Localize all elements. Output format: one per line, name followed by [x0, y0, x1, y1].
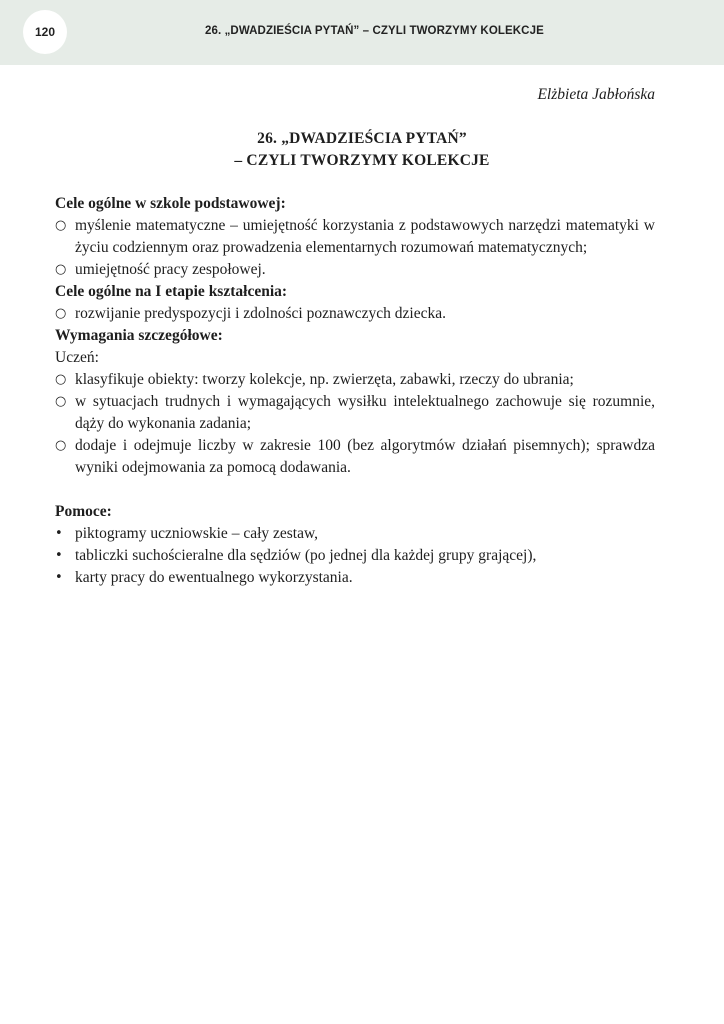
- list-item-text: myślenie matematyczne – umiejętność korzystania z podstawowych narzędzi matematyki w życiu codziennym oraz prowadzenia elementarnych rozumowań matematycznych;: [75, 217, 655, 256]
- page-number-badge: [23, 10, 67, 54]
- list-item-text: rozwijanie predyspozycji i zdolności poznawczych dziecka.: [75, 305, 446, 322]
- page-title: [0, 128, 724, 172]
- list-item: [55, 523, 655, 545]
- circle-bullet-icon: ○: [55, 262, 67, 277]
- list-item: [55, 369, 655, 391]
- circle-bullet-icon: ○: [55, 372, 67, 387]
- aids-heading: Pomoce:: [55, 503, 112, 520]
- aids-list: [55, 523, 655, 589]
- list-item-text: tabliczki suchościeralne dla sędziów (po jednej dla każdej grupy grającej),: [75, 547, 537, 564]
- list-item-text: karty pracy do ewentualnego wykorzystania.: [75, 569, 353, 586]
- list-item-text: klasyfikuje obiekty: tworzy kolekcje, np. zwierzęta, zabawki, rzeczy do ubrania;: [75, 371, 574, 388]
- requirements-heading: Wymagania szczegółowe:: [55, 327, 223, 344]
- dot-bullet-icon: •: [55, 548, 63, 563]
- list-item-text: umiejętność pracy zespołowej.: [75, 261, 266, 278]
- circle-bullet-icon: ○: [55, 218, 67, 233]
- circle-bullet-icon: ○: [55, 438, 67, 453]
- list-item: [55, 391, 655, 435]
- general-goals-heading: Cele ogólne w szkole podstawowej:: [55, 195, 286, 212]
- circle-bullet-icon: ○: [55, 394, 67, 409]
- list-item-text: dodaje i odejmuje liczby w zakresie 100 (bez algorytmów działań pisemnych); sprawdza wyniki odejmowania za pomocą dodawania.: [75, 437, 655, 476]
- list-item: [55, 567, 655, 589]
- list-item-text: piktogramy uczniowskie – cały zestaw,: [75, 525, 319, 542]
- dot-bullet-icon: •: [55, 526, 63, 541]
- list-item-text: w sytuacjach trudnych i wymagających wysiłku intelektualnego zachowuje się rozumnie, dąży do wykonania zadania;: [75, 393, 655, 432]
- list-item: [55, 259, 655, 281]
- title-line-2: – CZYLI TWORZYMY KOLEKCJE: [234, 152, 490, 169]
- requirements-list: [55, 369, 655, 479]
- list-item: [55, 435, 655, 479]
- spacer: [55, 479, 655, 501]
- dot-bullet-icon: •: [55, 570, 63, 585]
- circle-bullet-icon: ○: [55, 306, 67, 321]
- stage-goals-list: [55, 303, 655, 325]
- requirements-intro: Uczeń:: [55, 349, 99, 366]
- list-item: [55, 303, 655, 325]
- list-item: [55, 215, 655, 259]
- stage-goals-heading: Cele ogólne na I etapie kształcenia:: [55, 283, 288, 300]
- list-item: [55, 545, 655, 567]
- content: [55, 193, 655, 589]
- general-goals-list: [55, 215, 655, 281]
- page-number: 120: [34, 25, 56, 39]
- author: Elżbieta Jabłońska: [537, 86, 655, 103]
- running-title: 26. „DWADZIEŚCIA PYTAŃ” – CZYLI TWORZYMY KOLEKCJE: [205, 25, 544, 37]
- title-line-1: 26. „DWADZIEŚCIA PYTAŃ”: [257, 130, 467, 147]
